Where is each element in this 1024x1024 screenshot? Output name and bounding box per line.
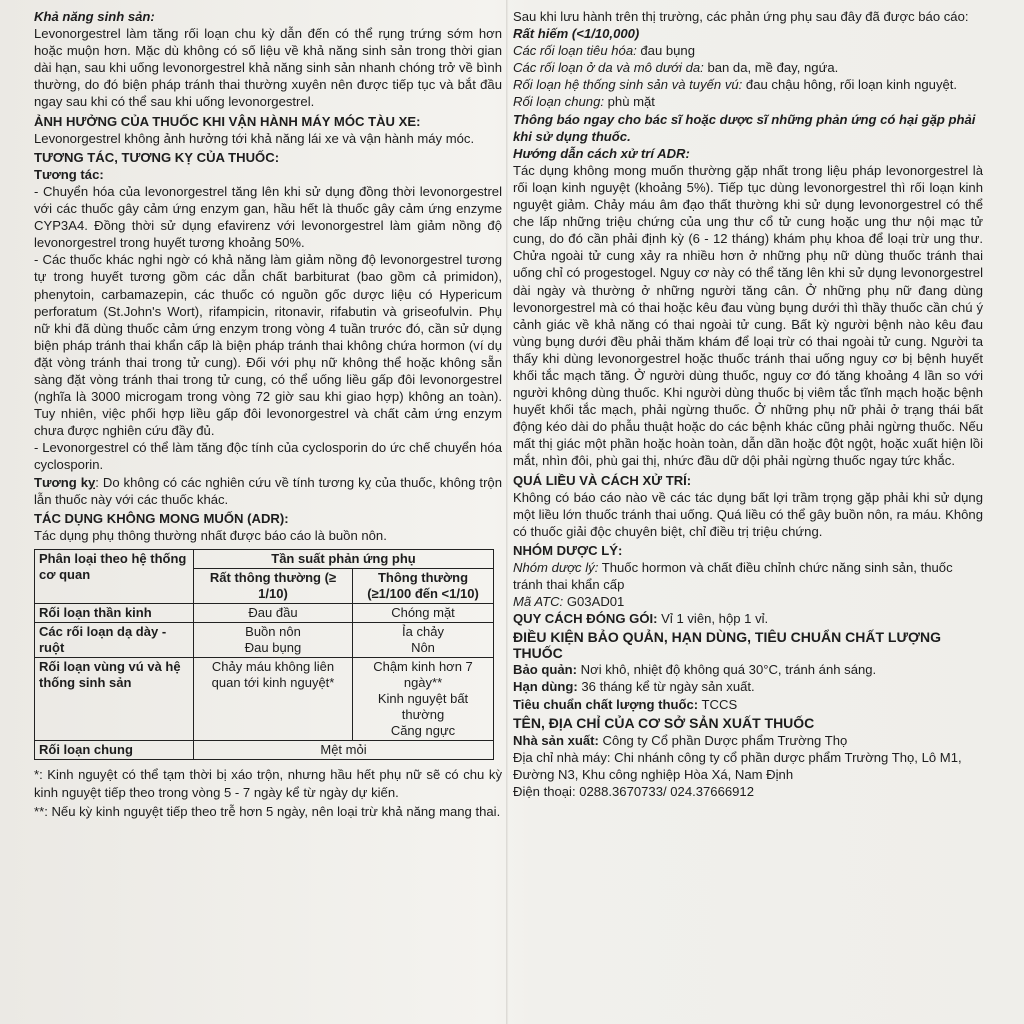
overdose-text: Không có báo cáo nào về các tác dụng bất lợi trầm trọng gặp phải khi sử dụng một liều lớn thuốc tránh thai uống. Quá liều có thể gây buồn nôn, ra máu. Không có thuốc giải độc chuyên biệt, chỉ điều trị triệu chứng. (513, 489, 983, 539)
expiry (513, 678, 983, 695)
packaging (513, 610, 983, 627)
fertility-heading: Khả năng sinh sản: (34, 9, 155, 24)
adr-heading: TÁC DỤNG KHÔNG MONG MUỐN (ADR): (34, 510, 289, 526)
table-cell-common: Chậm kinh hơn 7 ngày** Kinh nguyệt bất thường Căng ngực (353, 657, 494, 740)
paper-fold (506, 0, 509, 1024)
table-row (35, 740, 494, 759)
driving-heading: ẢNH HƯỞNG CỦA THUỐC KHI VẬN HÀNH MÁY MÓC TÀU XE: (34, 113, 421, 129)
interaction-heading: TƯƠNG TÁC, TƯƠNG KỴ CỦA THUỐC: (34, 149, 280, 165)
adr-guide-text: Tác dụng không mong muốn thường gặp nhất trong liệu pháp levonorgestrel là rối loạn kinh nguyệt (khoảng 5%). Tiếp tục dùng levonorgestrel thì rối loạn kinh nguyệt giảm. Chảy máu âm đạo thất thường khi sử dụng levonorgestrel có thể che lấp những triệu chứng của ung thư cổ tử cung hoặc ung thư nội mạc tử cung, do đó cần phải định kỳ (6 - 12 tháng) khám phụ khoa để loại trừ ung thư. Chửa ngoài tử cung xảy ra nhiều hơn ở những phụ nữ dùng thuốc tránh thai uống chỉ có progestogel. Nguy cơ này có thể tăng lên khi sử dụng levonorgestrel dài ngày và thường ở những người tăng cân. Ở những phụ nữ đang dùng levonorgestrel mà có thai hoặc kêu đau vùng bụng dưới thì thầy thuốc cần chú ý cảnh giác về khả năng có thai ngoài tử cung. Bất kỳ người bệnh nào kêu đau vùng bụng dưới đều phải thăm khám để loại trừ có thai ngoài tử cung. Người ta thấy khi dùng levonorgestrel hoặc thuốc tránh thai uống nguy cơ bị bệnh huyết khối tắc mạch tăng. Ở người dùng thuốc, nguy cơ đó tăng khoảng 4 lần so với người không dùng thuốc. Khi người dùng thuốc bị viêm tắc tĩnh mạch hoặc bệnh huyết khối tắc mạch, phải ngừng thuốc. Ở những phụ nữ phải ở trạng thái bất động kéo dài do phẫu thuật hoặc do các bệnh khác cũng phải ngừng thuốc. Nếu mất thị giác một phần hoặc hoàn toàn, dẫn dần hoặc đột ngột, hoặc xuất hiện lồi mắt, nhìn đôi, phù gai thị, nhức đầu dữ dội phải ngừng thuốc ngay tức khắc. (513, 162, 983, 469)
phone-number: Điện thoại: 0288.3670733/ 024.37666912 (513, 784, 754, 800)
table-cell-very-common: Đau đầu (194, 603, 353, 622)
rare-item-value: đau bụng (636, 43, 696, 59)
table-cell-common: Ỉa chảy Nôn (353, 622, 494, 657)
table-cell-organ: Rối loạn vùng vú và hệ thống sinh sản (35, 657, 194, 740)
adr-guide-heading: Hướng dẫn cách xử trí ADR: (513, 145, 690, 161)
expiry-value: 36 tháng kể từ ngày sản xuất. (577, 679, 755, 695)
overdose-heading: QUÁ LIỀU VÀ CÁCH XỬ TRÍ: (513, 472, 692, 488)
interaction-paragraph-3: - Levonorgestrel có thể làm tăng độc tính của cyclosporin do ức chế chuyển hóa cyclosporin. (34, 440, 502, 473)
rare-item (513, 59, 983, 76)
adr-intro: Tác dụng phụ thông thường nhất được báo cáo là buồn nôn. (34, 527, 387, 543)
table-row (35, 603, 494, 622)
rare-item-label: Các rối loạn ở da và mô dưới da: (513, 60, 704, 76)
pharmacology-group-label: Nhóm dược lý: (513, 560, 599, 575)
table-header-very-common: Rất thông thường (≥ 1/10) (194, 568, 353, 603)
storage-value: Nơi khô, nhiệt độ không quá 30°C, tránh ánh sáng. (577, 662, 877, 678)
table-cell-organ: Rối loạn thần kinh (35, 603, 194, 622)
table-cell-very-common: Buồn nôn Đau bụng (194, 622, 353, 657)
expiry-label: Hạn dùng: (513, 679, 578, 695)
footnote-2: **: Nếu kỳ kinh nguyệt tiếp theo trễ hơn 5 ngày, nên loại trừ khả năng mang thai. (34, 803, 501, 819)
notify-doctor-text: Thông báo ngay cho bác sĩ hoặc dược sĩ những phản ứng có hại gặp phải khi sử dụng thuốc. (513, 111, 976, 144)
table-header-class: Phân loại theo hệ thống cơ quan (35, 549, 194, 603)
storage-label: Bảo quản: (513, 662, 578, 678)
pharmacology-group-value: Thuốc hormon và chất điều chỉnh chức năng sinh sản, thuốc tránh thai khẩn cấp (513, 560, 953, 593)
manufacturer-value: Công ty Cổ phần Dược phẩm Trường Thọ (598, 732, 848, 748)
table-row (35, 622, 494, 657)
table-cell-organ: Rối loạn chung (35, 740, 194, 759)
quality-standard-value: TCCS (698, 696, 738, 712)
driving-text: Levonorgestrel không ảnh hưởng tới khả năng lái xe và vận hành máy móc. (34, 130, 475, 146)
right-column (513, 8, 983, 800)
incompatibility-text (34, 474, 502, 508)
table-cell-very-common: Mệt mỏi (194, 740, 494, 759)
interaction-paragraph-2: - Các thuốc khác nghi ngờ có khả năng làm giảm nồng độ levonorgestrel tương tự trong huyết tương gồm các dẫn chất barbiturat (bao gồm cả primidon), phenytoin, carbamazepin, các thuốc có nguồn gốc dược liệu có Hypericum perforatum (St.John's Wort), rifampicin, ritonavir, rifabutin và griseofulvin. Phụ nữ khi đã dùng thuốc cảm ứng enzym trong vòng 4 tuần trước đó, cần sử dụng biện pháp tránh thai khẩn cấp là biện pháp tránh thai không chứa hormon (ví dụ đặt vòng tránh thai trong tử cung). Đối với phụ nữ không thể hoặc không sẵn sàng đặt vòng tránh thai trong tử cung, có thể uống liều gấp đôi levonorgestrel (nghĩa là 3000 microgam trong vòng 72 giờ sau khi giao hợp) không an toàn). Tuy nhiên, việc phối hợp liều gấp đôi levonorgestrel và chất cảm ứng enzym chưa được nghiên cứu đầy đủ. (34, 252, 502, 439)
manufacturer (513, 732, 983, 749)
table-cell-common: Chóng mặt (353, 603, 494, 622)
rare-item-value: đau chậu hông, rối loạn kinh nguyệt. (742, 77, 958, 93)
fertility-text: Levonorgestrel làm tăng rối loạn chu kỳ dẫn đến có thể rụng trứng sớm hơn hoặc muộn hơn. Mặc dù không có số liệu về khả năng sinh sản trong thời gian dài hạn, sau khi uống levonorgestrel khả năng sinh sản nhanh chóng trở về bình thường, do đó biện pháp tránh thai thường xuyên nên được tiếp tục và bắt đầu ngay sau khi có thể sau khi uống levonorgestrel. (34, 26, 502, 110)
quality-standard (513, 696, 983, 713)
rare-item-label: Rối loạn hệ thống sinh sản và tuyến vú: (513, 77, 743, 93)
packaging-label: QUY CÁCH ĐÓNG GÓI: (513, 611, 658, 627)
pharmacology-group (513, 559, 983, 593)
storage-heading: ĐIỀU KIỆN BẢO QUẢN, HẠN DÙNG, TIÊU CHUẨN CHẤT LƯỢNG THUỐC (513, 629, 941, 662)
atc-label: Mã ATC: (513, 594, 564, 610)
packaging-value: Vỉ 1 viên, hộp 1 vỉ. (657, 611, 769, 627)
table-cell-very-common: Chảy máu không liên quan tới kinh nguyệt* (194, 657, 353, 740)
rare-item-value: phù mặt (604, 94, 655, 110)
atc-code (513, 593, 983, 610)
adr-table (34, 549, 494, 760)
incompatibility-label: Tương kỵ (34, 474, 96, 490)
footnote-1: *: Kinh nguyệt có thể tạm thời bị xáo trộn, nhưng hầu hết phụ nữ sẽ có chu kỳ kinh nguyệt tiếp theo trong vòng 5 - 7 ngày kể từ ngày dự kiến. (34, 766, 502, 801)
rare-item-value: ban da, mề đay, ngứa. (703, 60, 839, 76)
rare-item (513, 42, 983, 59)
rare-item (513, 93, 983, 110)
table-header-frequency: Tần suất phản ứng phụ (194, 549, 494, 568)
rare-item (513, 76, 983, 93)
table-header-common: Thông thường (≥1/100 đến <1/10) (353, 568, 494, 603)
table-row (35, 657, 494, 740)
interaction-subheading: Tương tác: (34, 166, 104, 182)
rare-item-label: Các rối loạn tiêu hóa: (513, 43, 637, 59)
factory-address: Địa chỉ nhà máy: Chi nhánh công ty cổ phần dược phẩm Trường Thọ, Lô M1, Đường N3, Khu công nghiệp Hòa Xá, Nam Định (513, 749, 962, 782)
table-cell-organ: Các rối loạn dạ dày - ruột (35, 622, 194, 657)
manufacturer-heading: TÊN, ĐỊA CHỈ CỦA CƠ SỞ SẢN XUẤT THUỐC (513, 714, 815, 731)
interaction-paragraph-1: - Chuyển hóa của levonorgestrel tăng lên khi sử dụng đồng thời levonorgestrel với các thuốc gây cảm ứng enzym gan, hầu hết là thuốc gây cảm ứng enzyme CYP3A4. Đồng thời sử dụng efavirenz với levonorgestrel làm giảm nồng độ levonorgestrel trong huyết tương khoảng 50%. (34, 183, 502, 251)
quality-standard-label: Tiêu chuẩn chất lượng thuốc: (513, 696, 699, 712)
manufacturer-label: Nhà sản xuất: (513, 732, 599, 748)
very-rare-heading: Rất hiếm (<1/10,000) (513, 26, 640, 42)
pharmacology-heading: NHÓM DƯỢC LÝ: (513, 542, 623, 558)
atc-value: G03AD01 (563, 594, 625, 610)
incompatibility-body: : Do không có các nghiên cứu về tính tương kỵ của thuốc, không trộn lẫn thuốc này với các thuốc khác. (34, 474, 502, 507)
post-marketing-intro: Sau khi lưu hành trên thị trường, các phản ứng phụ sau đây đã được báo cáo: (513, 9, 969, 24)
storage (513, 661, 983, 678)
rare-item-label: Rối loạn chung: (513, 94, 604, 110)
left-column (34, 8, 502, 821)
